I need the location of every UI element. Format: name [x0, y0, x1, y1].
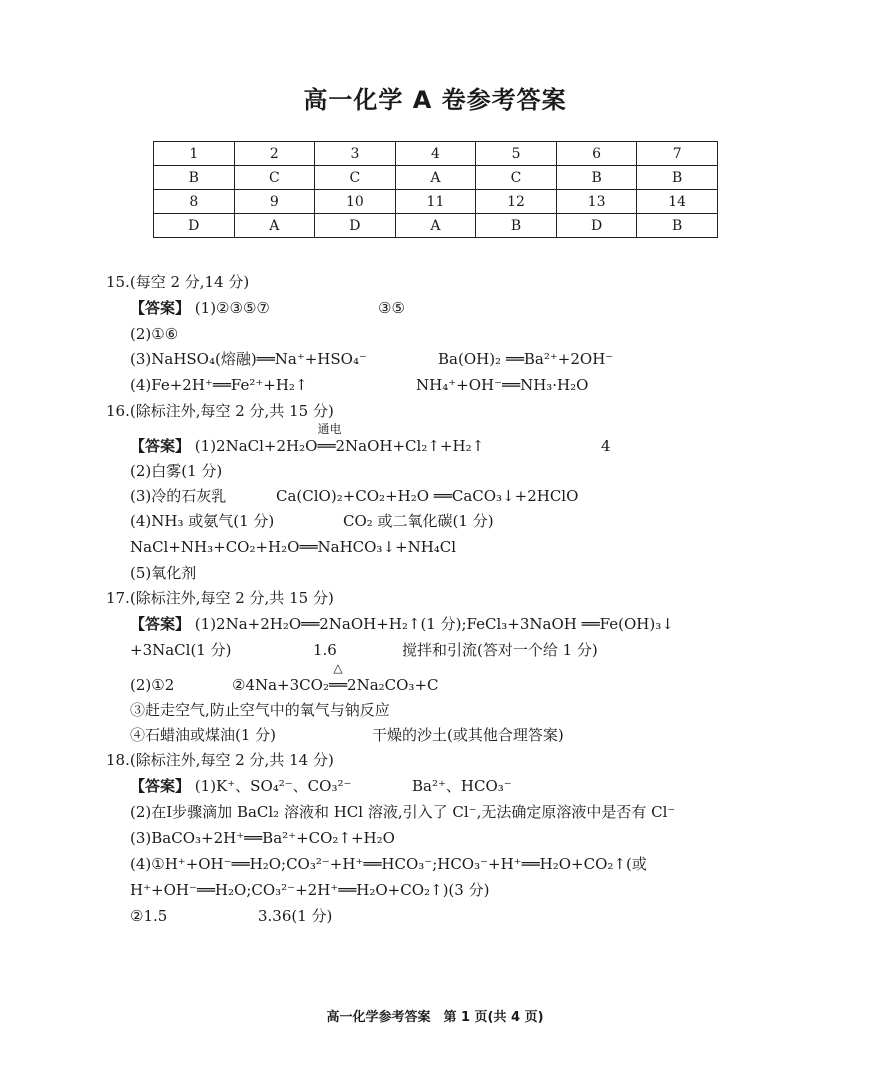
table-cell: B — [637, 166, 718, 190]
q18-answer-1a: (1)K⁺、SO₄²⁻、CO₃²⁻ — [194, 777, 352, 795]
page-title: 高一化学 A 卷参考答案 — [303, 86, 567, 114]
table-cell: C — [476, 166, 557, 190]
table-cell: 2 — [234, 142, 315, 166]
table-cell: 7 — [637, 142, 718, 166]
reaction-condition: △ — [333, 661, 343, 675]
q15-answer-1b: ③⑤ — [378, 299, 405, 317]
q15-line-1 — [130, 298, 270, 318]
table-cell: 1 — [154, 142, 235, 166]
q15-answer-4a: (4)Fe+2H⁺══Fe²⁺+H₂↑ — [130, 376, 308, 394]
q17-line-3b — [232, 661, 439, 695]
q15-answer-4b: NH₄⁺+OH⁻══NH₃·H₂O — [416, 376, 589, 394]
table-cell: 10 — [315, 190, 396, 214]
table-cell: D — [556, 214, 637, 238]
q18-answer-5: H⁺+OH⁻══H₂O;CO₃²⁻+2H⁺══H₂O+CO₂↑)(3 分) — [130, 881, 490, 899]
q15-header: 15.(每空 2 分,14 分) — [106, 273, 250, 291]
table-row — [154, 214, 718, 238]
table-cell: 9 — [234, 190, 315, 214]
reaction-equals: ══ — [317, 437, 336, 455]
table-cell: B — [476, 214, 557, 238]
table-cell: 3 — [315, 142, 396, 166]
table-row — [154, 190, 718, 214]
q17-answer-3a: (2)①2 — [130, 676, 175, 694]
q18-line-1 — [130, 776, 351, 796]
answer-tag: 【答案】 — [130, 615, 191, 633]
answer-table — [153, 141, 718, 238]
table-cell: D — [315, 214, 396, 238]
reaction-arrow — [328, 661, 348, 695]
q16-answer-5: NaCl+NH₃+CO₂+H₂O══NaHCO₃↓+NH₄Cl — [130, 538, 457, 556]
page-footer: 高一化学参考答案 第 1 页(共 4 页) — [326, 1010, 544, 1025]
table-cell: C — [315, 166, 396, 190]
q17-answer-2c: 搅拌和引流(答对一个给 1 分) — [402, 641, 598, 659]
q17-answer-4: ③赶走空气,防止空气中的氧气与钠反应 — [130, 701, 390, 719]
answer-tag: 【答案】 — [130, 299, 191, 317]
q17-eq-rhs: 2Na₂CO₃+C — [347, 676, 439, 694]
q16-answer-4b: CO₂ 或二氧化碳(1 分) — [343, 512, 494, 530]
q18-answer-3: (3)BaCO₃+2H⁺══Ba²⁺+CO₂↑+H₂O — [130, 829, 395, 847]
reaction-equals: ══ — [328, 676, 348, 694]
q17-answer-2b: 1.6 — [313, 641, 337, 659]
table-cell: B — [637, 214, 718, 238]
q18-answer-2: (2)在Ⅰ步骤滴加 BaCl₂ 溶液和 HCl 溶液,引入了 Cl⁻,无法确定原溶液中是否有 Cl⁻ — [130, 803, 676, 821]
q16-answer-6: (5)氧化剂 — [130, 564, 197, 582]
q15-answer-3a: (3)NaHSO₄(熔融)══Na⁺+HSO₄⁻ — [130, 350, 367, 368]
q16-answer-1b: 4 — [601, 437, 611, 455]
q17-answer-5a: ④石蜡油或煤油(1 分) — [130, 726, 277, 744]
table-cell: 8 — [154, 190, 235, 214]
q17-answer-5b: 干燥的沙土(或其他合理答案) — [372, 726, 564, 744]
table-cell: A — [234, 214, 315, 238]
table-cell: 14 — [637, 190, 718, 214]
table-row — [154, 166, 718, 190]
answer-tag: 【答案】 — [130, 777, 191, 795]
q18-answer-4: (4)①H⁺+OH⁻══H₂O;CO₃²⁻+H⁺══HCO₃⁻;HCO₃⁻+H⁺══H₂O+CO₂↑(或 — [130, 855, 647, 873]
q17-line-1 — [130, 614, 674, 634]
table-cell: A — [395, 166, 476, 190]
answer-tag: 【答案】 — [130, 437, 191, 455]
q18-answer-6a: ②1.5 — [130, 907, 168, 925]
table-cell: 4 — [395, 142, 476, 166]
table-cell: B — [154, 166, 235, 190]
table-cell: D — [154, 214, 235, 238]
table-cell: 5 — [476, 142, 557, 166]
q16-answer-3a: (3)冷的石灰乳 — [130, 487, 227, 505]
q15-answer-3b: Ba(OH)₂ ══Ba²⁺+2OH⁻ — [438, 350, 614, 368]
q17-answer-2a: +3NaCl(1 分) — [130, 641, 232, 659]
q16-line-1 — [130, 422, 485, 456]
table-cell: 11 — [395, 190, 476, 214]
table-cell: C — [234, 166, 315, 190]
q16-answer-4a: (4)NH₃ 或氨气(1 分) — [130, 512, 275, 530]
q17-header: 17.(除标注外,每空 2 分,共 15 分) — [106, 589, 334, 607]
q16-answer-2: (2)白雾(1 分) — [130, 462, 223, 480]
table-cell: 6 — [556, 142, 637, 166]
q17-eq-lhs: ②4Na+3CO₂ — [232, 676, 329, 694]
table-row — [154, 142, 718, 166]
q16-eq-1-lhs: (1)2NaCl+2H₂O — [194, 437, 318, 455]
q16-answer-3b: Ca(ClO)₂+CO₂+H₂O ══CaCO₃↓+2HClO — [276, 487, 579, 505]
table-cell: 13 — [556, 190, 637, 214]
q15-answer-2: (2)①⑥ — [130, 325, 179, 343]
q16-header: 16.(除标注外,每空 2 分,共 15 分) — [106, 402, 334, 420]
reaction-arrow — [317, 422, 342, 456]
q16-eq-1-rhs: 2NaOH+Cl₂↑+H₂↑ — [335, 437, 485, 455]
q18-answer-1b: Ba²⁺、HCO₃⁻ — [412, 777, 512, 795]
table-cell: 12 — [476, 190, 557, 214]
q17-answer-1: (1)2Na+2H₂O══2NaOH+H₂↑(1 分);FeCl₃+3NaOH ══Fe(OH)₃↓ — [194, 615, 674, 633]
q18-header: 18.(除标注外,每空 2 分,共 14 分) — [106, 751, 334, 769]
reaction-condition: 通电 — [317, 422, 342, 436]
table-cell: A — [395, 214, 476, 238]
table-cell: B — [556, 166, 637, 190]
q15-answer-1a: (1)②③⑤⑦ — [194, 299, 270, 317]
q18-answer-6b: 3.36(1 分) — [258, 907, 333, 925]
